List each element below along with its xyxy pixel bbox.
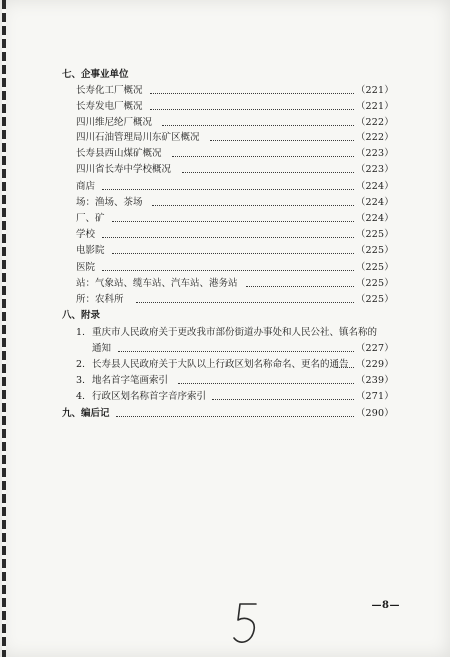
entry-number: 3. [76,375,86,386]
entry-label: 厂、矿 [76,213,105,224]
entry-page-number: （224） [355,181,394,192]
leader-dots [150,93,354,94]
entry-page-number: （271） [355,391,394,402]
leader-dots [172,156,354,157]
entry-page-number: （221） [355,85,394,96]
entry-label: 电影院 [76,245,105,256]
leader-dots [152,205,354,206]
leader-dots [112,253,354,254]
entry-page-number: （225） [355,229,394,240]
entry-label: 所：农科所 [76,294,124,305]
entry-label: 行政区划名称首字音序索引 [92,391,207,402]
leader-dots [112,221,354,222]
entry-number: 4. [76,391,86,402]
leader-dots [116,416,354,417]
leader-dots [102,189,354,190]
leader-dots [102,270,354,271]
entry-label: 学校 [76,229,96,240]
entry-label: 长寿化工厂概况 [76,85,143,96]
leader-dots [162,125,354,126]
leader-dots [118,351,354,352]
entry-label: 重庆市人民政府关于更改我市部份街道办事处和人民公社、镇名称的 [92,327,378,338]
section-title: 八、附录 [62,310,101,321]
entry-label: 地名首字笔画索引 [92,375,169,386]
entry-page-number: （229） [355,359,394,370]
entry-page-number: （224） [355,197,394,208]
entry-label: 长寿县西山煤矿概况 [76,148,162,159]
entry-label: 商店 [76,181,96,192]
entry-label: 场：渔场、茶场 [76,197,143,208]
entry-page-number: （225） [355,262,394,273]
entry-page-number: （222） [355,132,394,143]
entry-page-number: （221） [355,101,394,112]
leader-dots [212,399,354,400]
leader-dots [246,286,354,287]
entry-page-number: （223） [355,164,394,175]
entry-label: 四川石油管理局川东矿区概况 [76,132,200,143]
entry-page-number: （224） [355,213,394,224]
entry-number: 1. [76,327,86,338]
leader-dots [178,383,354,384]
entry-page-number: （239） [355,375,394,386]
entry-page-number: （290） [355,408,394,419]
entry-label: 长寿发电厂概况 [76,101,143,112]
section-title: 九、编后记 [62,408,110,419]
entry-number: 2. [76,359,86,370]
entry-label: 四川省长寿中学校概况 [76,164,172,175]
leader-dots [136,302,354,303]
leader-dots [182,172,354,173]
entry-label: 站：气象站、缆车站、汽车站、港务站 [76,278,238,289]
leader-dots [150,109,354,110]
entry-page-number: （225） [355,245,394,256]
leader-dots [210,140,354,141]
entry-label: 医院 [76,262,96,273]
section-title: 七、企事业单位 [62,69,129,80]
entry-page-number: （222） [355,117,394,128]
entry-label: 四川维尼纶厂概况 [76,117,153,128]
entry-label: 长寿县人民政府关于大队以上行政区划名称命名、更名的通告 [92,359,349,370]
entry-page-number: （223） [355,148,394,159]
leader-dots [102,237,354,238]
entry-page-number: （225） [355,294,394,305]
entry-label-continuation: 通知 [92,343,112,354]
entry-page-number: （227） [355,343,394,354]
handwritten-mark-drawing [226,600,266,652]
page-folio: —8— [371,600,400,611]
leader-dots [336,367,354,368]
entry-page-number: （225） [355,278,394,289]
